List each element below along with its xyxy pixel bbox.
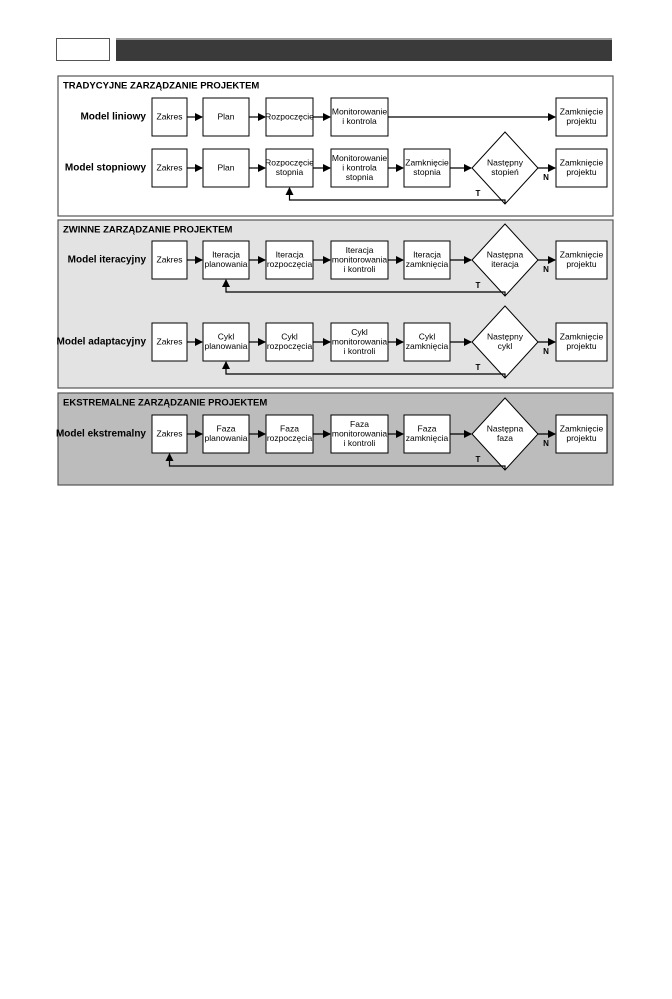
- decision-label: faza: [496, 433, 514, 443]
- yes-branch-label: T: [475, 189, 481, 199]
- step-label: stopnia: [413, 167, 441, 177]
- step-label: Zakres: [156, 428, 183, 439]
- project-closure-step: [556, 241, 607, 279]
- process-step: [152, 98, 187, 136]
- yes-branch-label: T: [475, 281, 481, 291]
- project-closure-step: [556, 415, 607, 453]
- section-3: [56, 393, 613, 485]
- step-label: projektu: [566, 433, 597, 443]
- step-label: Monitorowanie: [331, 152, 388, 163]
- no-branch-label: N: [543, 347, 549, 357]
- process-step: [152, 323, 187, 361]
- model-name: Model stopniowy: [64, 162, 146, 174]
- model-name: Model iteracyjny: [67, 254, 146, 266]
- step-label: stopnia: [275, 167, 304, 177]
- section-2: [57, 220, 613, 388]
- process-step: [331, 323, 388, 361]
- no-branch-label: N: [543, 173, 549, 183]
- step-label: Faza: [216, 423, 236, 434]
- step-label: planowania: [204, 259, 248, 269]
- step-label: rozpoczęcia: [266, 433, 313, 443]
- step-label: planowania: [204, 433, 248, 443]
- step-label: projektu: [566, 116, 597, 126]
- step-label: Iteracja: [413, 249, 441, 260]
- step-label: projektu: [566, 259, 597, 269]
- yes-branch-label: T: [475, 455, 481, 465]
- step-label: Cykl: [217, 331, 235, 342]
- step-label: Plan: [217, 162, 235, 173]
- step-label: Zamknięcie: [559, 331, 604, 342]
- step-label: Zamknięcie: [559, 423, 604, 434]
- step-label: Monitorowanie: [331, 106, 388, 117]
- process-step: [203, 415, 249, 453]
- step-label: i kontrola: [342, 162, 377, 173]
- process-step: [152, 149, 187, 187]
- step-label: Faza: [417, 423, 437, 434]
- process-step: [265, 149, 314, 187]
- step-label: Iteracja: [212, 249, 240, 260]
- decision-label: cykl: [497, 341, 513, 351]
- process-step: [203, 98, 249, 136]
- step-label: stopnia: [345, 171, 374, 182]
- decision-label: Następny: [487, 157, 523, 168]
- step-label: projektu: [566, 167, 597, 177]
- model-name: Model ekstremalny: [55, 428, 146, 440]
- step-label: Zamknięcie: [559, 106, 604, 117]
- step-label: Zakres: [156, 254, 183, 265]
- step-label: Zakres: [156, 336, 183, 347]
- section-title: ZWINNE ZARZĄDZANIE PROJEKTEM: [63, 224, 233, 236]
- no-branch-label: N: [543, 439, 549, 449]
- step-label: Rozpoczęcie: [265, 157, 314, 168]
- process-step: [404, 323, 450, 361]
- step-label: planowania: [204, 341, 248, 351]
- step-label: Faza: [350, 418, 369, 429]
- decision-label: stopień: [491, 167, 519, 177]
- section-title: TRADYCYJNE ZARZĄDZANIE PROJEKTEM: [63, 80, 260, 92]
- step-label: projektu: [566, 341, 597, 351]
- yes-branch-label: T: [475, 363, 481, 373]
- project-closure-step: [556, 323, 607, 361]
- section-1: [58, 76, 613, 216]
- process-step: [265, 98, 314, 136]
- project-closure-step: [556, 149, 607, 187]
- step-label: Faza: [280, 423, 299, 434]
- process-step: [331, 149, 388, 187]
- step-label: zamknięcia: [405, 341, 449, 351]
- step-label: i kontroli: [343, 345, 376, 356]
- step-label: Cykl: [281, 331, 298, 342]
- step-label: i kontroli: [343, 263, 376, 274]
- process-step: [266, 241, 313, 279]
- process-step: [152, 241, 187, 279]
- decision-label: iteracja: [491, 259, 519, 269]
- section-panel: [58, 76, 613, 216]
- step-label: zamknięcia: [405, 433, 449, 443]
- process-step: [404, 241, 450, 279]
- decision-label: Następna: [486, 249, 524, 260]
- process-step: [203, 149, 249, 187]
- step-label: monitorowania: [331, 428, 388, 439]
- no-branch-label: N: [543, 265, 549, 275]
- step-label: Cykl: [351, 326, 368, 337]
- step-label: Zamknięcie: [405, 157, 449, 168]
- process-step: [404, 415, 450, 453]
- process-step: [203, 241, 249, 279]
- step-label: Plan: [217, 111, 235, 122]
- step-label: Rozpoczęcie: [265, 111, 314, 122]
- decision-label: Następny: [487, 331, 523, 342]
- step-label: Zakres: [156, 162, 183, 173]
- section-title: EKSTREMALNE ZARZĄDZANIE PROJEKTEM: [63, 397, 268, 409]
- step-label: Zamknięcie: [559, 249, 604, 260]
- step-label: monitorowania: [331, 254, 388, 265]
- step-label: Zakres: [156, 111, 183, 122]
- step-label: Iteracja: [345, 244, 374, 255]
- step-label: rozpoczęcia: [266, 259, 313, 269]
- step-label: monitorowania: [331, 336, 388, 347]
- step-label: i kontrola: [342, 116, 377, 126]
- project-closure-step: [556, 98, 607, 136]
- process-step: [266, 415, 313, 453]
- step-label: i kontroli: [343, 437, 376, 448]
- model-name: Model liniowy: [80, 111, 146, 123]
- step-label: Zamknięcie: [559, 157, 604, 168]
- step-label: Cykl: [418, 331, 436, 342]
- step-label: zamknięcia: [405, 259, 449, 269]
- process-step: [203, 323, 249, 361]
- process-step: [331, 241, 388, 279]
- process-step: [331, 415, 388, 453]
- process-step: [404, 149, 450, 187]
- step-label: Iteracja: [275, 249, 304, 260]
- process-step: [266, 323, 313, 361]
- model-name: Model adaptacyjny: [56, 336, 146, 348]
- decision-label: Następna: [486, 423, 524, 434]
- process-step: [152, 415, 187, 453]
- process-step: [331, 98, 388, 136]
- step-label: rozpoczęcia: [266, 341, 313, 351]
